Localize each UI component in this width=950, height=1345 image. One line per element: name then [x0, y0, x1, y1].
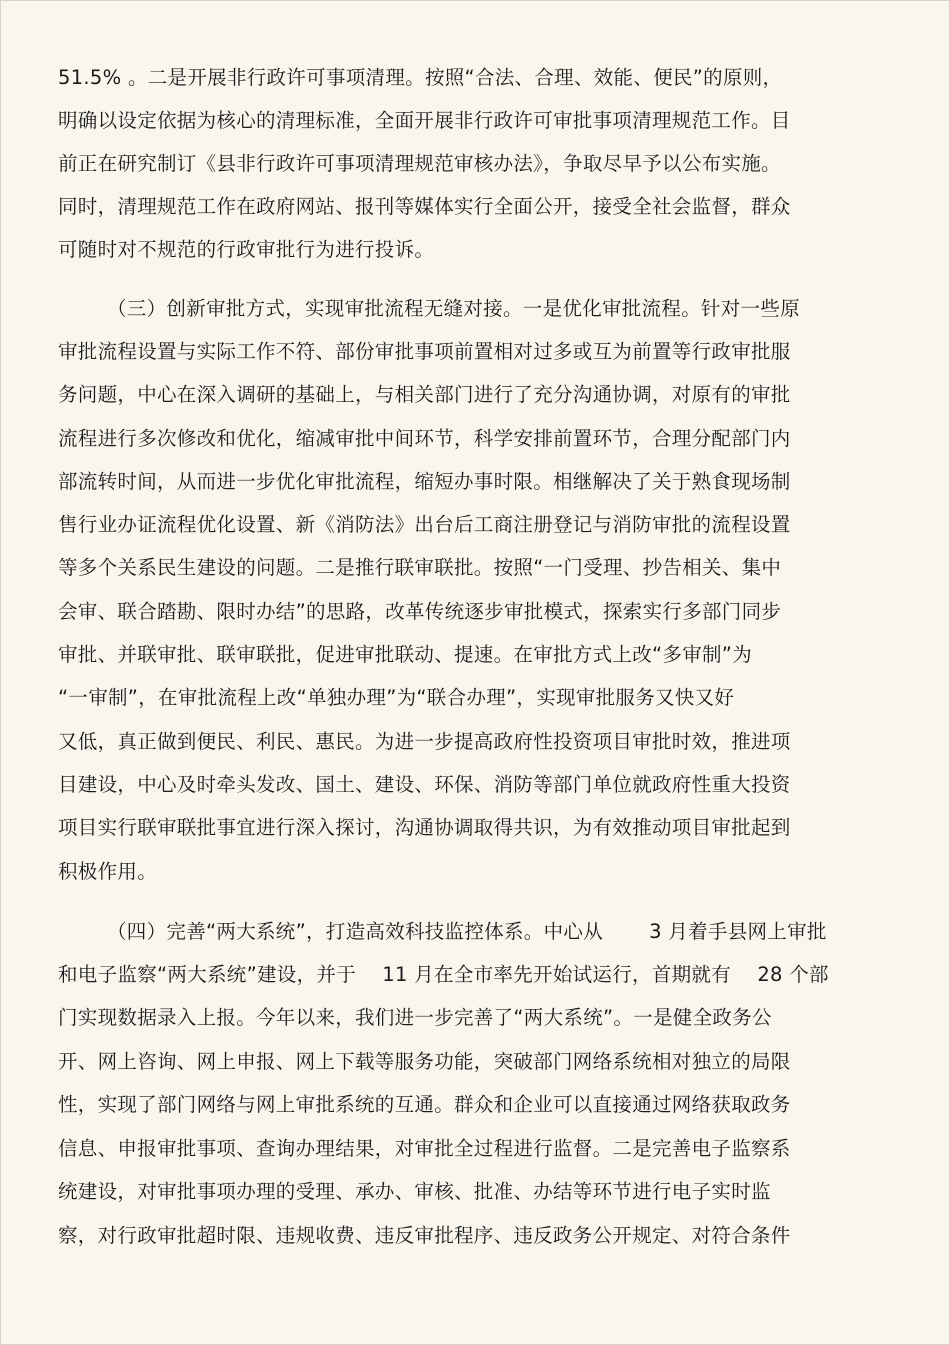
text-line: 又低，真正做到便民、利民、惠民。为进一步提高政府性投资项目审批时效，推进项: [58, 730, 791, 753]
text-line: 目建设，中心及时牵头发改、国土、建设、环保、消防等部门单位就政府性重大投资: [58, 773, 791, 796]
text-line: 务问题，中心在深入调研的基础上，与相关部门进行了充分沟通协调，对原有的审批: [58, 383, 791, 406]
text-line: 和电子监察“两大系统”建设，并于 11 月在全市率先开始试运行，首期就有 28 个部: [58, 963, 829, 986]
text-line: 审批、并联审批、联审联批，促进审批联动、提速。在审批方式上改“多审制”为: [58, 643, 753, 666]
text-line: 部流转时间，从而进一步优化审批流程，缩短办事时限。相继解决了关于熟食现场制: [58, 470, 791, 493]
text-line: （三）创新审批方式，实现审批流程无缝对接。一是优化审批流程。针对一些原: [107, 297, 801, 320]
text-line: 性，实现了部门网络与网上审批系统的互通。群众和企业可以直接通过网络获取政务: [58, 1093, 791, 1116]
text-line: 积极作用。: [58, 860, 158, 883]
text-line: 统建设，对审批事项办理的受理、承办、审核、批准、办结等环节进行电子实时监: [58, 1180, 771, 1203]
text-line: 售行业办证流程优化设置、新《消防法》出台后工商注册登记与消防审批的流程设置: [58, 513, 791, 536]
text-line: 可随时对不规范的行政审批行为进行投诉。: [58, 238, 435, 261]
text-line: “一审制”，在审批流程上改“单独办理”为“联合办理”，实现审批服务又快又好: [58, 686, 735, 709]
text-line: 明确以设定依据为核心的清理标准，全面开展非行政许可审批事项清理规范工作。目: [58, 109, 791, 132]
text-line: （四）完善“两大系统”，打造高效科技监控体系。中心从 3 月着手县网上审批: [107, 920, 827, 943]
text-line: 开、网上咨询、网上申报、网上下载等服务功能，突破部门网络系统相对独立的局限: [58, 1050, 791, 1073]
text-line: 流程进行多次修改和优化，缩减审批中间环节，科学安排前置环节，合理分配部门内: [58, 427, 791, 450]
text-line: 同时，清理规范工作在政府网站、报刊等媒体实行全面公开，接受全社会监督，群众: [58, 195, 791, 218]
text-line: 审批流程设置与实际工作不符、部份审批事项前置相对过多或互为前置等行政审批服: [58, 340, 791, 363]
text-line: 51.5% 。二是开展非行政许可事项清理。按照“合法、合理、效能、便民”的原则，: [58, 66, 783, 89]
text-line: 察，对行政审批超时限、违规收费、违反审批程序、违反政务公开规定、对符合条件: [58, 1224, 791, 1247]
text-line: 等多个关系民生建设的问题。二是推行联审联批。按照“一门受理、抄告相关、集中: [58, 556, 782, 579]
text-line: 项目实行联审联批事宜进行深入探讨，沟通协调取得共识，为有效推动项目审批起到: [58, 816, 791, 839]
text-line: 信息、申报审批事项、查询办理结果，对审批全过程进行监督。二是完善电子监察系: [58, 1137, 791, 1160]
text-line: 门实现数据录入上报。今年以来，我们进一步完善了“两大系统”。一是健全政务公: [58, 1006, 772, 1029]
text-line: 前正在研究制订《县非行政许可事项清理规范审核办法》，争取尽早予以公布实施。: [58, 152, 781, 175]
text-line: 会审、联合踏勘、限时办结”的思路，改革传统逐步审批模式，探索实行多部门同步: [58, 600, 782, 623]
